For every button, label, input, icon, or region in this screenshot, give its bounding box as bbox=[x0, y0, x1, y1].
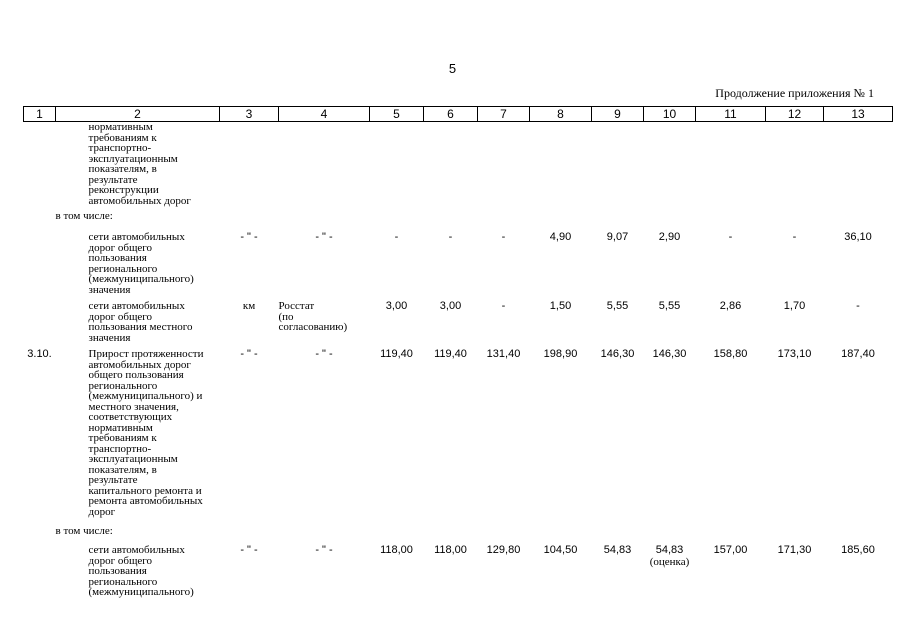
value-col-5: 119,40 bbox=[380, 348, 413, 360]
row-number bbox=[24, 539, 56, 603]
column-header-11: 11 bbox=[696, 107, 766, 122]
row-number bbox=[24, 122, 56, 207]
value-col-8: 198,90 bbox=[543, 348, 578, 360]
unit: - " - bbox=[240, 348, 258, 360]
row-number bbox=[24, 295, 56, 343]
row-number: 3.10. bbox=[27, 348, 52, 360]
column-header-12: 12 bbox=[766, 107, 824, 122]
indicator-name: сети автомобильных дорог общего пользования регионального (межмуниципального) значения bbox=[88, 231, 194, 296]
value-col-9: 146,30 bbox=[600, 348, 635, 360]
column-header-5: 5 bbox=[370, 107, 424, 122]
row-number bbox=[24, 226, 56, 295]
unit bbox=[220, 122, 279, 207]
value-col-13: 36,10 bbox=[844, 231, 872, 243]
value-col-12: 1,70 bbox=[783, 300, 806, 312]
value-col-6: 118,00 bbox=[434, 544, 467, 556]
indicator-name: сети автомобильных дорог общего пользования местного значения bbox=[88, 300, 193, 344]
value-col-7: - bbox=[501, 300, 506, 312]
value-col-12: 173,10 bbox=[777, 348, 812, 360]
value-col-13: 187,40 bbox=[841, 348, 875, 360]
source bbox=[279, 122, 370, 207]
indicator-name: сети автомобильных дорог общего пользования регионального (межмуниципального) bbox=[88, 544, 194, 598]
subheading-including: в том числе: bbox=[55, 525, 113, 537]
indicators-table bbox=[23, 106, 893, 603]
source: - " - bbox=[315, 231, 333, 243]
column-header-6: 6 bbox=[424, 107, 478, 122]
column-header-2: 2 bbox=[56, 107, 220, 122]
table-row bbox=[24, 343, 893, 521]
value-col-6 bbox=[424, 122, 478, 207]
column-header-1: 1 bbox=[24, 107, 56, 122]
value-col-12 bbox=[766, 122, 824, 207]
value-col-10: 54,83 (оценка) bbox=[644, 539, 696, 603]
value-col-7: 131,40 bbox=[486, 348, 521, 360]
column-header-9: 9 bbox=[592, 107, 644, 122]
value-col-9 bbox=[592, 122, 644, 207]
value-col-11: 157,00 bbox=[713, 544, 748, 556]
value-col-5: - bbox=[394, 231, 399, 243]
table-row bbox=[24, 521, 893, 539]
value-col-11 bbox=[696, 122, 766, 207]
value-col-5: 118,00 bbox=[380, 544, 413, 556]
value-col-11: 158,80 bbox=[713, 348, 748, 360]
table-row bbox=[24, 122, 893, 207]
page-number: 5 bbox=[448, 61, 457, 76]
value-col-9: 5,55 bbox=[606, 300, 629, 312]
source: Росстат (по согласованию) bbox=[278, 300, 348, 333]
value-col-6: 3,00 bbox=[439, 300, 462, 312]
appendix-continuation-label: Продолжение приложения № 1 bbox=[715, 86, 874, 100]
value-col-6: 119,40 bbox=[434, 348, 467, 360]
estimate-note: (оценка) bbox=[649, 555, 690, 568]
indicator-name: нормативным требованиям к транспортно- эксплуатационным показателям, в результате реконструкции автомобильных дорог bbox=[88, 121, 191, 207]
column-header-8: 8 bbox=[530, 107, 592, 122]
source: - " - bbox=[315, 544, 333, 556]
value-col-13: 185,60 bbox=[841, 544, 875, 556]
value-col-10: 2,90 bbox=[658, 231, 681, 243]
unit: км bbox=[242, 300, 256, 312]
subheading-including: в том числе: bbox=[55, 210, 113, 222]
unit: - " - bbox=[240, 231, 258, 243]
source: - " - bbox=[315, 348, 333, 360]
value-col-11: - bbox=[728, 231, 733, 243]
value-col-11: 2,86 bbox=[719, 300, 742, 312]
table-row bbox=[24, 539, 893, 603]
column-header-13: 13 bbox=[824, 107, 893, 122]
value-col-8: 104,50 bbox=[543, 544, 578, 556]
table-row bbox=[24, 295, 893, 343]
indicator-name: Прирост протяженности автомобильных дорог общего пользования регионального (межмуниципального) и местного значения, соответствующих нормативным требованиям к транспортно- эксплуатационным показателям, в результате капитального ремонта и ремонта автомобильных дорог bbox=[88, 348, 204, 518]
value-col-12: 171,30 bbox=[777, 544, 812, 556]
value-col-5 bbox=[370, 122, 424, 207]
value-col-8: 1,50 bbox=[549, 300, 572, 312]
value-col-7: - bbox=[501, 231, 506, 243]
value-col-9: 9,07 bbox=[606, 231, 629, 243]
table-row bbox=[24, 206, 893, 226]
value-col-10: 146,30 bbox=[652, 348, 687, 360]
table-row bbox=[24, 226, 893, 295]
column-header-10: 10 bbox=[644, 107, 696, 122]
column-header-3: 3 bbox=[220, 107, 279, 122]
column-header-7: 7 bbox=[478, 107, 530, 122]
value-col-6: - bbox=[448, 231, 453, 243]
value-col-10 bbox=[644, 122, 696, 207]
value-col-7: 129,80 bbox=[486, 544, 521, 556]
value-col-10: 5,55 bbox=[658, 300, 681, 312]
value-col-13: - bbox=[856, 300, 860, 312]
value-col-7 bbox=[478, 122, 530, 207]
table-body bbox=[24, 122, 893, 604]
value-col-8: 4,90 bbox=[549, 231, 572, 243]
column-header-4: 4 bbox=[279, 107, 370, 122]
value-col-9: 54,83 bbox=[603, 544, 632, 556]
column-number-header-row bbox=[24, 107, 893, 122]
value-col-12: - bbox=[792, 231, 797, 243]
value-col-8 bbox=[530, 122, 592, 207]
unit: - " - bbox=[240, 544, 258, 556]
value-col-13 bbox=[824, 122, 893, 207]
value-col-5: 3,00 bbox=[385, 300, 408, 312]
